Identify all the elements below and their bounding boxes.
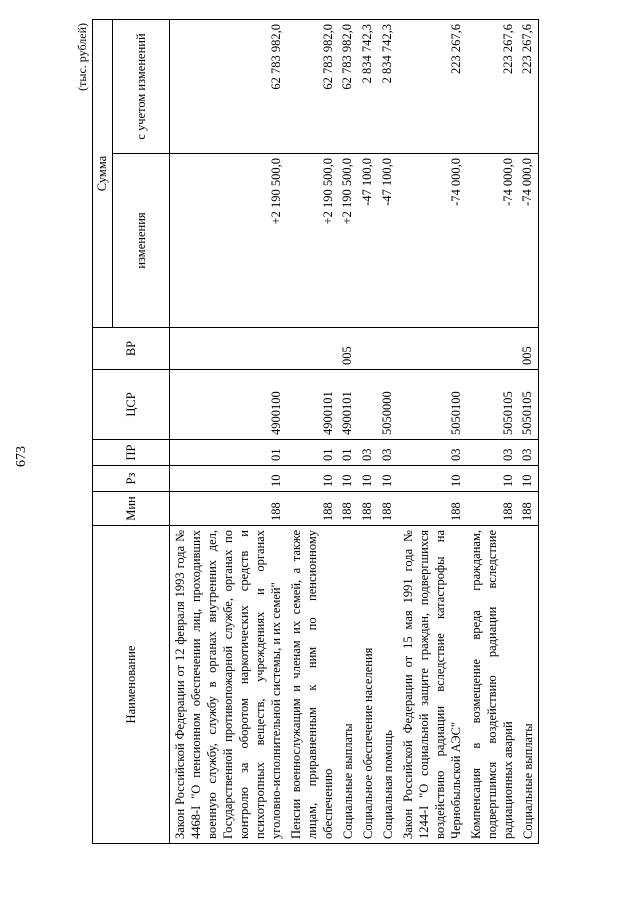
row-name: Закон Российской Федерации от 15 мая 1991 года № 1244-I "О социальной защите граждан, подвергшихся воздействию радиации вследствие катастрофы на Чернобыльской АЭС" [398, 526, 466, 844]
row-vr [170, 328, 287, 370]
row-name: Компенсация в возмещение вреда гражданам, подвергшимся воздействию радиации вследствие радиационных аварий [466, 526, 518, 844]
row-rz: 10 [466, 466, 518, 492]
table-row [286, 20, 338, 844]
row-vr [378, 328, 398, 370]
row-pr: 01 [170, 440, 287, 466]
table-row [518, 20, 539, 844]
row-name: Закон Российской Федерации от 12 февраля 1993 года № 4468-I "О пенсионном обеспечении лиц, проходивших военную службу, службу в органах внутренних дел, Государственной противопожарной службе, органах по контролю за оборотом наркотических средств и психотропных веществ, учреждениях и органах уголовно-исполнительной системы, и их семей" [170, 526, 287, 844]
row-pr: 01 [338, 440, 358, 466]
row-rz: 10 [518, 466, 539, 492]
row-min: 188 [398, 492, 466, 526]
row-name: Социальные выплаты [338, 526, 358, 844]
row-rz: 10 [338, 466, 358, 492]
row-rz: 10 [378, 466, 398, 492]
header-min: Мин [93, 492, 170, 526]
header-rz: Рз [93, 466, 170, 492]
row-pr: 03 [378, 440, 398, 466]
row-vr [286, 328, 338, 370]
header-changes: изменения [113, 154, 170, 328]
row-name: Социальное обеспечение населения [358, 526, 378, 844]
table-row [358, 20, 378, 844]
row-total: 2 834 742,3 [378, 20, 398, 154]
row-pr: 03 [398, 440, 466, 466]
header-name: Наименование [93, 526, 170, 844]
row-total: 223 267,6 [398, 20, 466, 154]
row-pr: 03 [466, 440, 518, 466]
table-row [170, 20, 287, 844]
row-pr: 03 [358, 440, 378, 466]
header-row [93, 20, 113, 844]
row-csr: 4900101 [286, 370, 338, 440]
row-pr: 01 [286, 440, 338, 466]
row-total: 62 783 982,0 [170, 20, 287, 154]
row-vr [358, 328, 378, 370]
row-changes: +2 190 500,0 [286, 154, 338, 328]
row-changes: +2 190 500,0 [338, 154, 358, 328]
row-min: 188 [466, 492, 518, 526]
header-sum: Сумма [93, 20, 113, 328]
row-pr: 03 [518, 440, 539, 466]
table-row [466, 20, 518, 844]
row-total: 62 783 982,0 [286, 20, 338, 154]
row-csr [358, 370, 378, 440]
row-changes: -47 100,0 [358, 154, 378, 328]
row-csr: 5050105 [518, 370, 539, 440]
row-total: 62 783 982,0 [338, 20, 358, 154]
row-name: Пенсии военнослужащим и членам их семей, а также лицам, приравненным к ним по пенсионному обеспечению [286, 526, 338, 844]
row-min: 188 [338, 492, 358, 526]
row-csr: 5050105 [466, 370, 518, 440]
row-min: 188 [170, 492, 287, 526]
row-rz: 10 [398, 466, 466, 492]
row-rz: 10 [286, 466, 338, 492]
row-name: Социальные выплаты [518, 526, 539, 844]
row-csr: 5050000 [378, 370, 398, 440]
row-total: 2 834 742,3 [358, 20, 378, 154]
table-row [338, 20, 358, 844]
budget-table [92, 19, 539, 844]
row-changes: +2 190 500,0 [170, 154, 287, 328]
row-rz: 10 [358, 466, 378, 492]
row-changes: -47 100,0 [378, 154, 398, 328]
row-changes: -74 000,0 [398, 154, 466, 328]
row-vr: 005 [338, 328, 358, 370]
row-csr: 4900101 [338, 370, 358, 440]
header-vr: ВР [93, 328, 170, 370]
row-min: 188 [286, 492, 338, 526]
row-min: 188 [358, 492, 378, 526]
header-with-changes: с учетом изменений [113, 20, 170, 154]
row-min: 188 [518, 492, 539, 526]
row-rz: 10 [170, 466, 287, 492]
table-body [170, 20, 539, 844]
row-changes: -74 000,0 [518, 154, 539, 328]
header-pr: ПР [93, 440, 170, 466]
page-number: 673 [14, 446, 29, 467]
row-vr [466, 328, 518, 370]
unit-label: (тыс. рублей) [75, 23, 89, 91]
row-name: Социальная помощь [378, 526, 398, 844]
row-vr [398, 328, 466, 370]
table-row [378, 20, 398, 844]
row-total: 223 267,6 [518, 20, 539, 154]
row-csr: 5050100 [398, 370, 466, 440]
header-csr: ЦСР [93, 370, 170, 440]
table-row [398, 20, 466, 844]
row-csr: 4900100 [170, 370, 287, 440]
row-changes: -74 000,0 [466, 154, 518, 328]
row-total: 223 267,6 [466, 20, 518, 154]
row-vr: 005 [518, 328, 539, 370]
row-min: 188 [378, 492, 398, 526]
